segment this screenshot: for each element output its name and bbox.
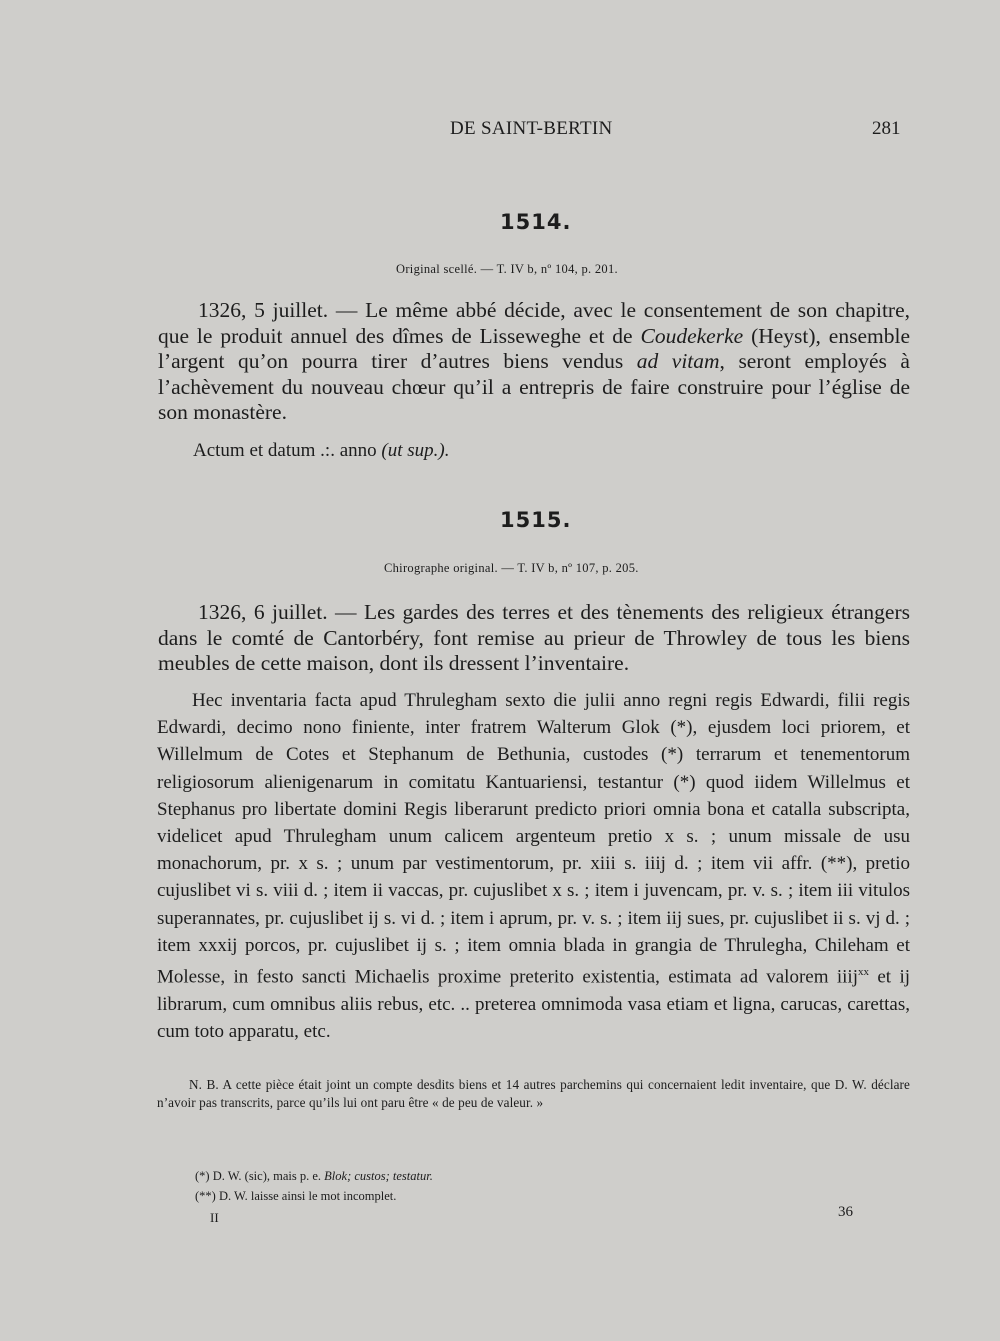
regest-1515-text: 1326, 6 juillet. — Les gardes des terres et des tènements des religieux étrangers dans le comté de Cantorbéry, font remise au prieur de Throwley de tous les biens meubles de cette maison, dont ils dressent l’inventaire. (158, 600, 910, 675)
page-number: 281 (872, 118, 901, 139)
source-note-1515: Chirographe original. — T. IV b, nº 107, p. 205. (384, 561, 639, 575)
regest-1514 (158, 298, 910, 426)
regest-1514-place: Coudekerke (640, 323, 744, 348)
actum-italic: (ut sup.). (381, 440, 450, 461)
actum-prefix: Actum et datum .:. anno (193, 440, 382, 461)
latin-inventory-text (157, 687, 910, 1045)
regest-1514-part3: , seront employés à l’achèvement du nouveau chœur qu’il a entrepris de faire construire pour l’église de son monastère. (158, 349, 910, 424)
footnote-1-prefix: (*) D. W. (sic), mais p. e. (195, 1169, 325, 1183)
footnote-2: (**) D. W. laisse ainsi le mot incomplet. (195, 1189, 397, 1203)
nota-bene: N. B. A cette pièce était joint un compte desdits biens et 14 autres parchemins qui concernaient ledit inventaire, que D. W. déclare n’avoir pas transcrits, parce qu’ils lui ont paru être « de peu de valeur. » (157, 1077, 910, 1110)
footnote-1 (195, 1166, 433, 1186)
regest-1514-part2: (Heyst), ensemble l’argent qu’on pourra tirer d’autres biens vendus (158, 323, 910, 373)
sheet-signature: 36 (838, 1204, 853, 1220)
regest-1515 (158, 600, 910, 677)
source-note-1514: Original scellé. — T. IV b, nº 104, p. 201. (396, 262, 618, 276)
regest-1514-adverb: ad vitam (636, 349, 720, 373)
volume-signature: II (210, 1210, 219, 1225)
actum-clause (193, 440, 449, 462)
footnote-1-italic: Blok; custos; testatur. (324, 1169, 433, 1183)
running-head: DE SAINT-BERTIN (450, 118, 613, 139)
latin-superscript: xx (857, 966, 869, 979)
charter-number-1515: 1515. (500, 508, 572, 532)
latin-part2: et ij librarum, cum omnibus aliis rebus, etc. .. preterea omnimoda vasa etiam et ligna, carucas, carettas, cum toto apparatu, etc. (157, 966, 910, 1042)
regest-1514-part1: 1326, 5 juillet. — Le même abbé décide, avec le consentement de son chapitre, que le produit annuel des dîmes de Lisseweghe et de (158, 298, 910, 348)
charter-number-1514: 1514. (500, 210, 572, 234)
latin-part1: Hec inventaria facta apud Thrulegham sexto die julii anno regni regis Edwardi, filii regis Edwardi, decimo nono finiente, inter fratrem Walterum Glok (*), ejusdem loci priorem, et Willelmum de Cotes et Stephanum de Bethunia, custodes (*) terrarum et tenementorum religiosorum alienigenarum in comitatu Kantuariensi, testantur (*) quod iidem Willelmus et Stephanus pro libertate domini Regis liberarunt predicto priori omnia bona et catalla subscripta, videlicet apud Thrulegham unum calicem argenteum pretio x s. ; unum missale de usu monachorum, pr. x s. ; unum par vestimentorum, pr. xiii s. iiij d. ; item vii affr. (**), pretio cujuslibet vi s. viii d. ; item ii vaccas, pr. cujuslibet x s. ; item i juvencam, pr. v. s. ; item iii vitulos superannates, pr. cujuslibet ij s. vi d. ; item i aprum, pr. v. s. ; item iij sues, pr. cujuslibet ii s. vj d. ; item xxxij porcos, pr. cujuslibet ij s. ; item omnia blada in grangia de Thrulegha, Chileham et Molesse, in festo sancti Michaelis proxime preterito existentia, estimata ad valorem iiij (157, 690, 910, 988)
